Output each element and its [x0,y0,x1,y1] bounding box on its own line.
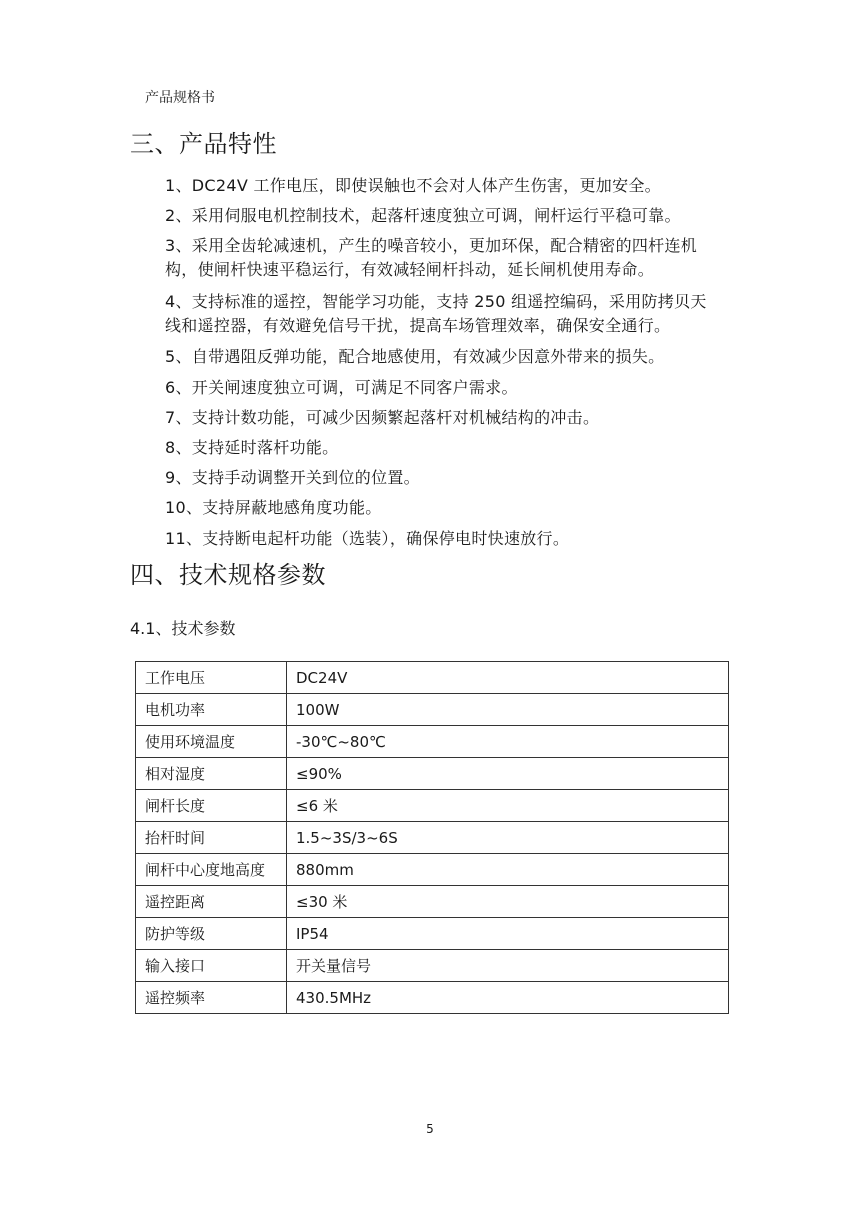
table-row [136,918,729,950]
table-row [136,726,729,758]
section-heading-tech-specs: 四、技术规格参数 [130,561,326,589]
table-row [136,822,729,854]
spec-param-cell: 抬杆时间 [136,822,287,854]
table-row [136,886,729,918]
spec-value-cell: ≤6 米 [287,790,729,822]
table-row [136,758,729,790]
spec-value-cell: 100W [287,694,729,726]
spec-value-cell: ≤90% [287,758,729,790]
feature-item-text-continued: 线和遥控器，有效避免信号干扰，提高车场管理效率，确保安全通行。 [165,315,671,335]
subheading-tech-params: 4.1、技术参数 [130,619,236,638]
section-heading-product-features: 三、产品特性 [130,130,277,158]
spec-value-cell: -30℃~80℃ [287,726,729,758]
spec-param-cell: 输入接口 [136,950,287,982]
feature-item [165,466,735,490]
feature-list [165,174,735,557]
spec-value-cell: 880mm [287,854,729,886]
spec-param-cell: 防护等级 [136,918,287,950]
feature-item-text: 5、自带遇阻反弹功能，配合地感使用，有效减少因意外带来的损失。 [165,347,665,367]
spec-value-cell: IP54 [287,918,729,950]
spec-value-cell: DC24V [287,662,729,694]
feature-item-text-continued: 构，使闸杆快速平稳运行，有效减轻闸杆抖动，延长闸机使用寿命。 [165,260,655,280]
table-row [136,950,729,982]
spec-param-cell: 闸杆长度 [136,790,287,822]
page-number: 5 [426,1122,434,1136]
spec-param-cell: 闸杆中心度地高度 [136,854,287,886]
feature-item-text: 11、支持断电起杆功能（选装），确保停电时快速放行。 [165,528,570,548]
spec-param-cell: 遥控距离 [136,886,287,918]
feature-item [165,345,735,369]
feature-item-text: 8、支持延时落杆功能。 [165,437,339,457]
feature-item-text: 2、采用伺服电机控制技术，起落杆速度独立可调，闸杆运行平稳可靠。 [165,206,681,226]
feature-item-text: 1、DC24V 工作电压，即使误触也不会对人体产生伤害，更加安全。 [165,176,661,195]
spec-value-cell: ≤30 米 [287,886,729,918]
feature-item-text: 6、开关闸速度独立可调，可满足不同客户需求。 [165,377,518,397]
feature-item [165,527,735,551]
spec-param-cell: 工作电压 [136,662,287,694]
table-row [136,982,729,1014]
table-row [136,790,729,822]
feature-item [165,290,735,338]
feature-item [165,436,735,460]
spec-value-cell: 430.5MHz [287,982,729,1014]
feature-item [165,174,735,198]
feature-item [165,204,735,228]
feature-item [165,376,735,400]
feature-item-text: 9、支持手动调整开关到位的位置。 [165,468,420,488]
spec-param-cell: 遥控频率 [136,982,287,1014]
spec-param-cell: 相对湿度 [136,758,287,790]
spec-param-cell: 电机功率 [136,694,287,726]
feature-item-text: 10、支持屏蔽地感角度功能。 [165,498,382,518]
spec-param-cell: 使用环境温度 [136,726,287,758]
spec-value-cell: 1.5~3S/3~6S [287,822,729,854]
feature-item-text: 7、支持计数功能，可减少因频繁起落杆对机械结构的冲击。 [165,407,600,427]
spec-value-cell: 开关量信号 [287,950,729,982]
table-row [136,854,729,886]
feature-item [165,406,735,430]
feature-item-text: 3、采用全齿轮减速机，产生的噪音较小，更加环保，配合精密的四杆连机 [165,236,698,256]
document-header-title: 产品规格书 [145,90,215,106]
table-row [136,694,729,726]
spec-table [135,661,729,1014]
feature-item [165,496,735,520]
feature-item-text: 4、支持标准的遥控，智能学习功能，支持 250 组遥控编码，采用防拷贝天 [165,291,707,311]
table-row [136,662,729,694]
feature-item [165,234,735,282]
